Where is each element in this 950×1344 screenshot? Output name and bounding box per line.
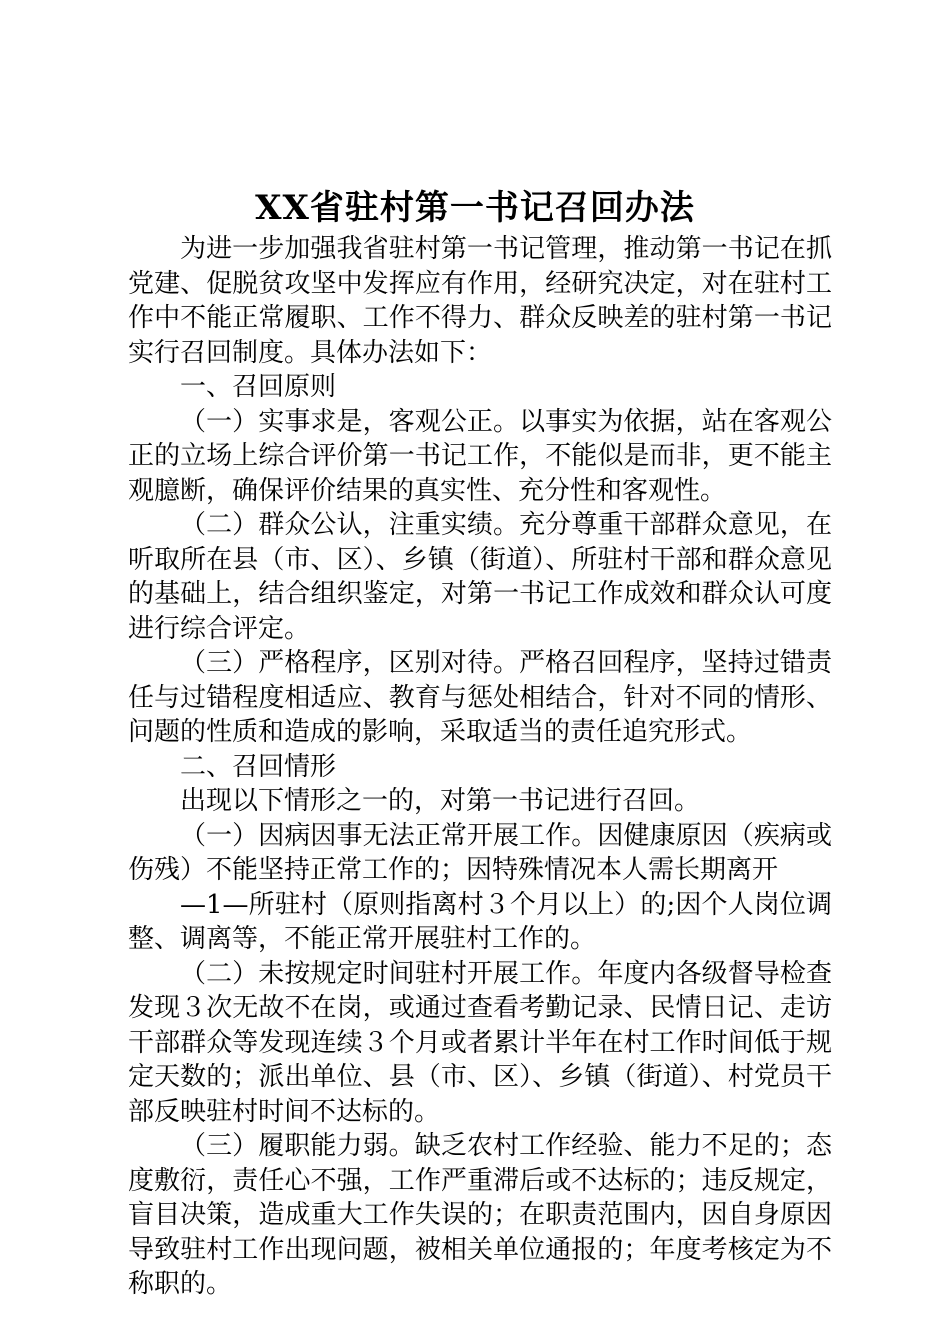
paragraph-situation-1-continued: —1—所驻村（原则指离村３个月以上）的;因个人岗位调整、调离等，不能正常开展驻村工作的。 bbox=[128, 889, 832, 954]
paragraph-principle-3: （三）严格程序，区别对待。严格召回程序，坚持过错责任与过错程度相适应、教育与惩处相结合，针对不同的情形、问题的性质和造成的影响，采取适当的责任追究形式。 bbox=[128, 648, 832, 747]
paragraph-intro: 为进一步加强我省驻村第一书记管理，推动第一书记在抓党建、促脱贫攻坚中发挥应有作用，经研究决定，对在驻村工作中不能正常履职、工作不得力、群众反映差的驻村第一书记实行召回制度。具体办法如下： bbox=[128, 234, 832, 368]
paragraph-situation-1: （一）因病因事无法正常开展工作。因健康原因（疾病或伤残）不能坚持正常工作的；因特殊情况本人需长期离开 bbox=[128, 820, 832, 885]
paragraph-principle-1: （一）实事求是，客观公正。以事实为依据，站在客观公正的立场上综合评价第一书记工作，不能似是而非，更不能主观臆断，确保评价结果的真实性、充分性和客观性。 bbox=[128, 406, 832, 506]
paragraph-situation-3: （三）履职能力弱。缺乏农村工作经验、能力不足的；态度敷衍，责任心不强，工作严重滞后或不达标的；违反规定，盲目决策，造成重大工作失误的；在职责范围内，因自身原因导致驻村工作出现问题，被相关单位通报的；年度考核定为不称职的。 bbox=[128, 1131, 832, 1299]
section-heading-situations: 二、召回情形 bbox=[180, 751, 337, 782]
section-heading-principles: 一、召回原则 bbox=[180, 372, 337, 402]
document-body bbox=[128, 232, 832, 1302]
document-title: XX省驻村第一书记召回办法 bbox=[255, 188, 695, 228]
paragraph-situations-intro: 出现以下情形之一的，对第一书记进行召回。 bbox=[180, 786, 701, 816]
paragraph-principle-2: （二）群众公认，注重实绩。充分尊重干部群众意见，在听取所在县（市、区）、乡镇（街道）、所驻村干部和群众意见的基础上，结合组织鉴定，对第一书记工作成效和群众认可度进行综合评定。 bbox=[128, 510, 832, 644]
paragraph-situation-2: （二）未按规定时间驻村开展工作。年度内各级督导检查发现３次无故不在岗，或通过查看考勤记录、民情日记、走访干部群众等发现连续３个月或者累计半年在村工作时间低于规定天数的；派出单位、县（市、区）、乡镇（街道）、村党员干部反映驻村时间不达标的。 bbox=[128, 958, 832, 1127]
